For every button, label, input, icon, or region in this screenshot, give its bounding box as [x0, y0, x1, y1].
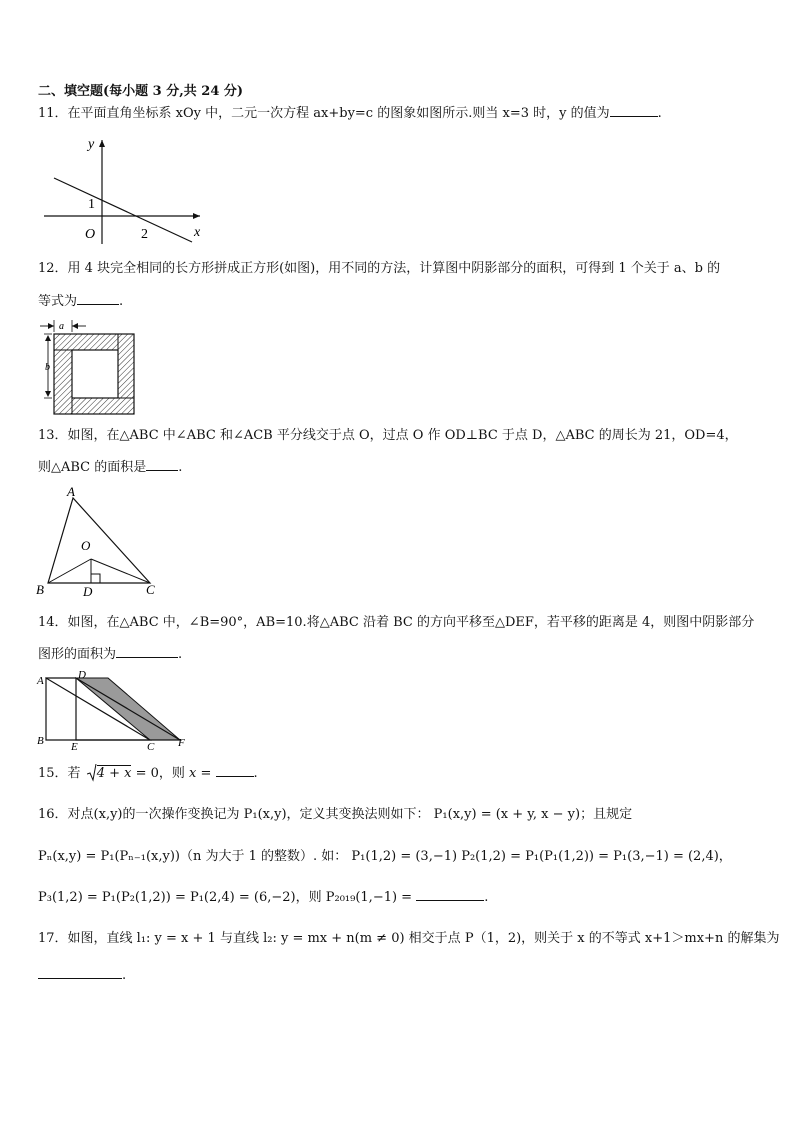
- section-title: 二、填空题(每小题 3 分,共 24 分): [38, 84, 244, 99]
- figure-q11-line-graph: [40, 134, 210, 246]
- intercept-y-label: 1: [88, 197, 95, 212]
- vertex-A: A: [37, 675, 44, 687]
- y-axis-label: y: [88, 137, 95, 152]
- origin-label: O: [85, 227, 96, 242]
- answer-blank-12[interactable]: [77, 292, 119, 305]
- question-11-text: 11．在平面直角坐标系 xOy 中，二元一次方程 ax+by=c 的图象如图所示.则当 x=3 时，y 的值为: [38, 106, 610, 121]
- label-a: a: [59, 321, 64, 332]
- question-16-line2: Pₙ(x,y) = P₁(Pₙ₋₁(x,y))（n 为大于 1 的整数）. 如： P₁(1,2) = (3,−1) P₂(1,2) = P₁(P₁(1,2)) = P₁(3,−1) = (2,4)，: [38, 849, 732, 864]
- vertex-C: C: [146, 582, 155, 597]
- x-axis-label: x: [194, 225, 201, 240]
- vertex-E: E: [71, 741, 78, 752]
- question-12-line2: 等式为 .: [38, 294, 124, 309]
- point-D: D: [83, 584, 93, 599]
- question-17-line1: 17．如图，直线 l₁: y = x + 1 与直线 l₂: y = mx + n(m ≠ 0) 相交于点 P（1，2)，则关于 x 的不等式 x+1＞mx+n 的解集为: [38, 931, 780, 946]
- question-16-line1: 16．对点(x,y)的一次操作变换记为 P₁(x,y)，定义其变换法则如下： P₁(x,y) = (x + y, x − y)；且规定: [38, 807, 633, 822]
- question-14-line1: 14．如图，在△ABC 中，∠B=90°，AB=10.将△ABC 沿着 BC 的方向平移至△DEF，若平移的距离是 4，则图中阴影部分: [38, 615, 755, 630]
- answer-blank-13[interactable]: [146, 458, 178, 471]
- radical-sign-icon: [87, 764, 97, 782]
- intercept-x-label: 2: [141, 227, 148, 242]
- question-16-line3: P₃(1,2) = P₁(P₂(1,2)) = P₁(2,4) = (6,−2)，则 P₂₀₁₉(1,−1) = .: [38, 890, 489, 905]
- answer-blank-14[interactable]: [116, 645, 178, 658]
- figure-q14-translated-triangles: [34, 668, 194, 752]
- vertex-D: D: [78, 669, 86, 681]
- question-13-line1: 13．如图，在△ABC 中∠ABC 和∠ACB 平分线交于点 O，过点 O 作 OD⊥BC 于点 D，△ABC 的周长为 21，OD=4，: [38, 428, 738, 443]
- question-12-line1: 12．用 4 块完全相同的长方形拼成正方形(如图)，用不同的方法，计算图中阴影部分的面积，可得到 1 个关于 a、b 的: [38, 261, 721, 276]
- answer-blank-17[interactable]: [38, 966, 122, 979]
- question-15: 15．若 4 + x = 0，则 x = .: [38, 766, 258, 781]
- vertex-A: A: [67, 484, 75, 499]
- question-13-line2: 则△ABC 的面积是 .: [38, 460, 183, 475]
- vertex-B: B: [36, 582, 44, 597]
- vertex-C: C: [147, 741, 155, 752]
- question-14-line2: 图形的面积为 .: [38, 647, 183, 662]
- figure-q12-square: [36, 318, 140, 416]
- vertex-B: B: [37, 735, 44, 747]
- answer-blank-15[interactable]: [216, 764, 254, 777]
- label-b: b: [45, 362, 50, 373]
- point-O: O: [81, 538, 91, 553]
- vertex-F: F: [178, 737, 185, 749]
- figure-q13-triangle: [34, 484, 164, 600]
- answer-blank-16[interactable]: [416, 888, 484, 901]
- sqrt-expression: 4 + x: [87, 765, 132, 783]
- question-17-line2: .: [38, 966, 126, 985]
- question-11: 11．在平面直角坐标系 xOy 中，二元一次方程 ax+by=c 的图象如图所示.则当 x=3 时，y 的值为 .: [38, 106, 662, 121]
- answer-blank-11[interactable]: [610, 104, 658, 117]
